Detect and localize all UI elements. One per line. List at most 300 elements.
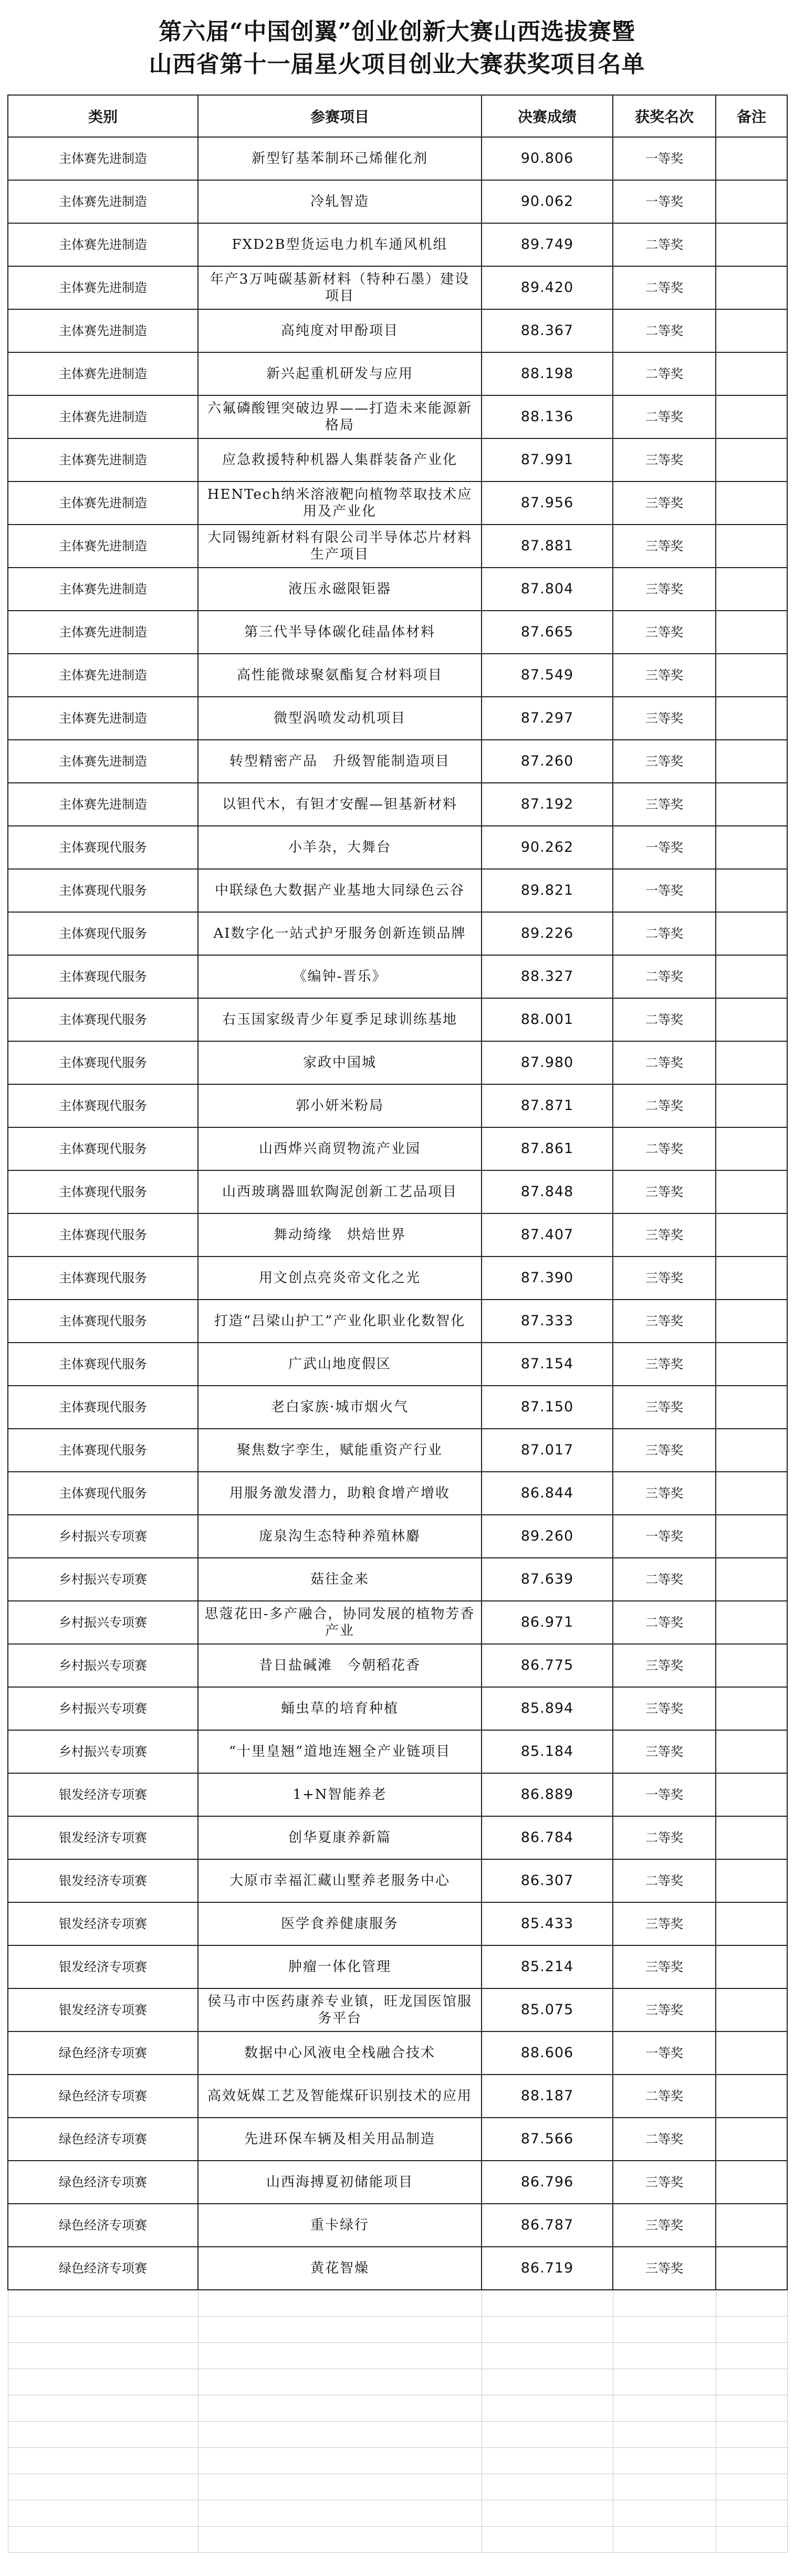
- project-cell: 应急救援特种机器人集群装备产业化: [198, 438, 482, 481]
- category-cell: 主体赛现代服务: [8, 912, 198, 955]
- award-cell: 一等奖: [613, 1515, 716, 1558]
- project-cell: 六氟磷酸锂突破边界——打造未来能源新格局: [198, 395, 482, 438]
- note-cell: [716, 1730, 787, 1773]
- project-cell: 新兴起重机研发与应用: [198, 352, 482, 395]
- award-cell: 一等奖: [613, 826, 716, 869]
- category-cell: 银发经济专项赛: [8, 1816, 198, 1859]
- blank-cell: [482, 2447, 613, 2474]
- project-cell: 肿瘤一体化管理: [198, 1945, 482, 1988]
- award-cell: 一等奖: [613, 180, 716, 223]
- score-cell: 87.260: [482, 740, 613, 783]
- project-cell: 微型涡喷发动机项目: [198, 697, 482, 740]
- score-cell: 86.844: [482, 1472, 613, 1515]
- note-cell: [716, 223, 787, 266]
- score-cell: 90.062: [482, 180, 613, 223]
- blank-cell: [613, 2447, 716, 2474]
- project-cell: 数据中心风液电全栈融合技术: [198, 2032, 482, 2075]
- note-cell: [716, 266, 787, 309]
- note-cell: [716, 2032, 787, 2075]
- category-cell: 主体赛现代服务: [8, 1213, 198, 1256]
- award-cell: 一等奖: [613, 137, 716, 180]
- project-cell: 年产3万吨碳基新材料（特种石墨）建设项目: [198, 266, 482, 309]
- table-row: [8, 2204, 787, 2247]
- blank-cell: [716, 2342, 787, 2369]
- note-cell: [716, 2247, 787, 2290]
- blank-cell: [482, 2421, 613, 2447]
- score-cell: 87.956: [482, 481, 613, 525]
- note-cell: [716, 1386, 787, 1429]
- table-row: [8, 395, 787, 438]
- category-cell: 乡村振兴专项赛: [8, 1558, 198, 1601]
- award-cell: 三等奖: [613, 783, 716, 826]
- blank-cell: [8, 2316, 198, 2342]
- project-cell: 山西烨兴商贸物流产业园: [198, 1127, 482, 1170]
- note-cell: [716, 2118, 787, 2161]
- project-cell: 冷轧智造: [198, 180, 482, 223]
- category-cell: 主体赛先进制造: [8, 223, 198, 266]
- table-row: [8, 1730, 787, 1773]
- award-cell: 三等奖: [613, 1386, 716, 1429]
- award-cell: 二等奖: [613, 1601, 716, 1644]
- score-cell: 90.806: [482, 137, 613, 180]
- table-row: [8, 309, 787, 352]
- table-row: [8, 438, 787, 481]
- blank-row: [8, 2526, 787, 2552]
- project-cell: 小羊杂，大舞台: [198, 826, 482, 869]
- category-cell: 主体赛现代服务: [8, 1127, 198, 1170]
- score-cell: 90.262: [482, 826, 613, 869]
- category-cell: 主体赛现代服务: [8, 826, 198, 869]
- table-row: [8, 1859, 787, 1902]
- category-cell: 主体赛先进制造: [8, 395, 198, 438]
- table-row: [8, 1429, 787, 1472]
- table-row: [8, 266, 787, 309]
- table-row: [8, 1170, 787, 1213]
- table-row: [8, 740, 787, 783]
- note-cell: [716, 1859, 787, 1902]
- blank-row: [8, 2474, 787, 2500]
- category-cell: 主体赛现代服务: [8, 998, 198, 1041]
- category-cell: 银发经济专项赛: [8, 1945, 198, 1988]
- category-cell: 主体赛先进制造: [8, 137, 198, 180]
- award-cell: 三等奖: [613, 1902, 716, 1945]
- blank-cell: [613, 2500, 716, 2526]
- blank-cell: [613, 2395, 716, 2421]
- project-cell: 右玉国家级青少年夏季足球训练基地: [198, 998, 482, 1041]
- table-row: [8, 1988, 787, 2032]
- table-row: [8, 352, 787, 395]
- score-cell: 87.150: [482, 1386, 613, 1429]
- award-cell: 二等奖: [613, 395, 716, 438]
- note-cell: [716, 1902, 787, 1945]
- table-row: [8, 654, 787, 697]
- award-cell: 一等奖: [613, 2032, 716, 2075]
- category-cell: 主体赛先进制造: [8, 611, 198, 654]
- project-cell: 打造“吕梁山护工”产业化职业化数智化: [198, 1300, 482, 1343]
- table-row: [8, 137, 787, 180]
- award-cell: 二等奖: [613, 998, 716, 1041]
- project-cell: 高效妩媒工艺及智能煤矸识别技术的应用: [198, 2075, 482, 2118]
- score-cell: 88.136: [482, 395, 613, 438]
- project-cell: 大同锡纯新材料有限公司半导体芯片材料生产项目: [198, 525, 482, 568]
- score-cell: 86.971: [482, 1601, 613, 1644]
- header-score: 决赛成绩: [482, 95, 613, 137]
- category-cell: 主体赛现代服务: [8, 1300, 198, 1343]
- category-cell: 绿色经济专项赛: [8, 2118, 198, 2161]
- blank-cell: [198, 2447, 482, 2474]
- award-cell: 三等奖: [613, 1213, 716, 1256]
- table-row: [8, 481, 787, 525]
- blank-cell: [8, 2526, 198, 2552]
- score-cell: 87.848: [482, 1170, 613, 1213]
- blank-cell: [716, 2474, 787, 2500]
- score-cell: 86.889: [482, 1773, 613, 1816]
- project-cell: 用服务激发潜力，助粮食增产增收: [198, 1472, 482, 1515]
- blank-row: [8, 2421, 787, 2447]
- table-row: [8, 2161, 787, 2204]
- project-cell: 中联绿色大数据产业基地大同绿色云谷: [198, 869, 482, 912]
- table-row: [8, 1515, 787, 1558]
- score-cell: 86.787: [482, 2204, 613, 2247]
- table-row: [8, 1343, 787, 1386]
- award-cell: 三等奖: [613, 740, 716, 783]
- score-cell: 88.327: [482, 955, 613, 998]
- award-cell: 三等奖: [613, 2161, 716, 2204]
- award-cell: 二等奖: [613, 955, 716, 998]
- table-row: [8, 1816, 787, 1859]
- blank-cell: [716, 2290, 787, 2316]
- score-cell: 86.775: [482, 1644, 613, 1687]
- award-cell: 二等奖: [613, 266, 716, 309]
- award-cell: 二等奖: [613, 912, 716, 955]
- award-cell: 二等奖: [613, 1816, 716, 1859]
- project-cell: 思蔻花田-多产融合，协同发展的植物芳香产业: [198, 1601, 482, 1644]
- table-row: [8, 826, 787, 869]
- blank-cell: [198, 2342, 482, 2369]
- category-cell: 主体赛先进制造: [8, 740, 198, 783]
- note-cell: [716, 352, 787, 395]
- project-cell: 家政中国城: [198, 1041, 482, 1084]
- note-cell: [716, 1127, 787, 1170]
- category-cell: 主体赛现代服务: [8, 1041, 198, 1084]
- blank-row: [8, 2500, 787, 2526]
- award-cell: 二等奖: [613, 2118, 716, 2161]
- table-row: [8, 1902, 787, 1945]
- category-cell: 乡村振兴专项赛: [8, 1644, 198, 1687]
- blank-cell: [716, 2500, 787, 2526]
- category-cell: 主体赛现代服务: [8, 1343, 198, 1386]
- note-cell: [716, 1041, 787, 1084]
- table-row: [8, 2075, 787, 2118]
- project-cell: 第三代半导体碳化硅晶体材料: [198, 611, 482, 654]
- award-cell: 三等奖: [613, 525, 716, 568]
- category-cell: 银发经济专项赛: [8, 1902, 198, 1945]
- score-cell: 89.226: [482, 912, 613, 955]
- project-cell: 老白家族·城市烟火气: [198, 1386, 482, 1429]
- award-cell: 二等奖: [613, 1859, 716, 1902]
- project-cell: 1+N智能养老: [198, 1773, 482, 1816]
- blank-cell: [716, 2421, 787, 2447]
- project-cell: 山西玻璃器皿软陶泥创新工艺品项目: [198, 1170, 482, 1213]
- score-cell: 85.894: [482, 1687, 613, 1730]
- table-body: [8, 137, 787, 2290]
- blank-cell: [198, 2500, 482, 2526]
- note-cell: [716, 697, 787, 740]
- award-cell: 三等奖: [613, 481, 716, 525]
- category-cell: 主体赛先进制造: [8, 783, 198, 826]
- blank-cell: [613, 2526, 716, 2552]
- note-cell: [716, 1213, 787, 1256]
- blank-cell: [8, 2474, 198, 2500]
- note-cell: [716, 912, 787, 955]
- award-cell: 三等奖: [613, 1300, 716, 1343]
- score-cell: 88.187: [482, 2075, 613, 2118]
- project-cell: 庞泉沟生态特种养殖林麝: [198, 1515, 482, 1558]
- score-cell: 87.154: [482, 1343, 613, 1386]
- project-cell: 郭小妍米粉局: [198, 1084, 482, 1127]
- project-cell: 液压永磁限钜器: [198, 568, 482, 611]
- award-cell: 二等奖: [613, 1041, 716, 1084]
- score-cell: 87.665: [482, 611, 613, 654]
- score-cell: 88.198: [482, 352, 613, 395]
- category-cell: 主体赛现代服务: [8, 955, 198, 998]
- blank-cell: [482, 2395, 613, 2421]
- score-cell: 87.804: [482, 568, 613, 611]
- table-row: [8, 783, 787, 826]
- note-cell: [716, 1472, 787, 1515]
- category-cell: 主体赛先进制造: [8, 180, 198, 223]
- score-cell: 87.549: [482, 654, 613, 697]
- category-cell: 乡村振兴专项赛: [8, 1687, 198, 1730]
- project-cell: 广武山地度假区: [198, 1343, 482, 1386]
- table-row: [8, 1256, 787, 1300]
- project-cell: 菇往金来: [198, 1558, 482, 1601]
- table-row: [8, 1945, 787, 1988]
- awards-table-container: [7, 95, 787, 2553]
- category-cell: 主体赛现代服务: [8, 1386, 198, 1429]
- project-cell: 山西海搏夏初储能项目: [198, 2161, 482, 2204]
- note-cell: [716, 438, 787, 481]
- blank-cell: [8, 2395, 198, 2421]
- note-cell: [716, 783, 787, 826]
- score-cell: 89.749: [482, 223, 613, 266]
- award-cell: 三等奖: [613, 697, 716, 740]
- category-cell: 绿色经济专项赛: [8, 2247, 198, 2290]
- note-cell: [716, 654, 787, 697]
- note-cell: [716, 2204, 787, 2247]
- blank-cell: [482, 2342, 613, 2369]
- blank-cell: [482, 2500, 613, 2526]
- table-row: [8, 611, 787, 654]
- category-cell: 主体赛现代服务: [8, 1472, 198, 1515]
- empty-rows: [8, 2290, 787, 2552]
- blank-cell: [8, 2500, 198, 2526]
- project-cell: 高性能微球聚氨酯复合材料项目: [198, 654, 482, 697]
- note-cell: [716, 955, 787, 998]
- blank-row: [8, 2369, 787, 2395]
- table-row: [8, 1644, 787, 1687]
- table-row: [8, 1773, 787, 1816]
- blank-cell: [482, 2316, 613, 2342]
- award-cell: 三等奖: [613, 1945, 716, 1988]
- award-cell: 一等奖: [613, 869, 716, 912]
- note-cell: [716, 1343, 787, 1386]
- project-cell: 昔日盐碱滩 今朝稻花香: [198, 1644, 482, 1687]
- project-cell: 黄花智燥: [198, 2247, 482, 2290]
- score-cell: 87.566: [482, 2118, 613, 2161]
- blank-cell: [482, 2290, 613, 2316]
- blank-cell: [8, 2342, 198, 2369]
- table-row: [8, 955, 787, 998]
- blank-cell: [716, 2526, 787, 2552]
- award-cell: 一等奖: [613, 1773, 716, 1816]
- score-cell: 85.214: [482, 1945, 613, 1988]
- note-cell: [716, 869, 787, 912]
- category-cell: 绿色经济专项赛: [8, 2204, 198, 2247]
- table-row: [8, 180, 787, 223]
- blank-cell: [613, 2342, 716, 2369]
- blank-row: [8, 2447, 787, 2474]
- category-cell: 主体赛先进制造: [8, 309, 198, 352]
- category-cell: 乡村振兴专项赛: [8, 1730, 198, 1773]
- table-row: [8, 525, 787, 568]
- project-cell: 新型钌基苯制环己烯催化剂: [198, 137, 482, 180]
- score-cell: 87.017: [482, 1429, 613, 1472]
- blank-cell: [198, 2290, 482, 2316]
- note-cell: [716, 1558, 787, 1601]
- project-cell: 用文创点亮炎帝文化之光: [198, 1256, 482, 1300]
- project-cell: 重卡绿行: [198, 2204, 482, 2247]
- category-cell: 主体赛先进制造: [8, 481, 198, 525]
- note-cell: [716, 525, 787, 568]
- score-cell: 89.420: [482, 266, 613, 309]
- blank-cell: [8, 2369, 198, 2395]
- note-cell: [716, 740, 787, 783]
- award-cell: 三等奖: [613, 568, 716, 611]
- blank-cell: [198, 2316, 482, 2342]
- note-cell: [716, 611, 787, 654]
- category-cell: 乡村振兴专项赛: [8, 1515, 198, 1558]
- table-row: [8, 1213, 787, 1256]
- score-cell: 86.719: [482, 2247, 613, 2290]
- blank-cell: [716, 2447, 787, 2474]
- note-cell: [716, 1816, 787, 1859]
- score-cell: 87.980: [482, 1041, 613, 1084]
- award-cell: 三等奖: [613, 2247, 716, 2290]
- header-category: 类别: [8, 95, 198, 137]
- score-cell: 87.192: [482, 783, 613, 826]
- category-cell: 主体赛先进制造: [8, 697, 198, 740]
- score-cell: 85.433: [482, 1902, 613, 1945]
- note-cell: [716, 395, 787, 438]
- project-cell: 先进环保车辆及相关用品制造: [198, 2118, 482, 2161]
- document-title: [0, 16, 794, 81]
- note-cell: [716, 1687, 787, 1730]
- project-cell: 大原市幸福汇藏山墅养老服务中心: [198, 1859, 482, 1902]
- note-cell: [716, 309, 787, 352]
- category-cell: 主体赛现代服务: [8, 1084, 198, 1127]
- blank-row: [8, 2290, 787, 2316]
- note-cell: [716, 826, 787, 869]
- blank-cell: [198, 2421, 482, 2447]
- table-row: [8, 697, 787, 740]
- category-cell: 主体赛现代服务: [8, 869, 198, 912]
- table-row: [8, 568, 787, 611]
- score-cell: 87.297: [482, 697, 613, 740]
- score-cell: 87.407: [482, 1213, 613, 1256]
- score-cell: 87.333: [482, 1300, 613, 1343]
- award-cell: 三等奖: [613, 1170, 716, 1213]
- blank-cell: [613, 2316, 716, 2342]
- score-cell: 85.184: [482, 1730, 613, 1773]
- project-cell: 医学食养健康服务: [198, 1902, 482, 1945]
- category-cell: 绿色经济专项赛: [8, 2075, 198, 2118]
- score-cell: 86.307: [482, 1859, 613, 1902]
- award-cell: 二等奖: [613, 309, 716, 352]
- score-cell: 87.881: [482, 525, 613, 568]
- blank-cell: [716, 2316, 787, 2342]
- award-cell: 三等奖: [613, 1472, 716, 1515]
- note-cell: [716, 1515, 787, 1558]
- category-cell: 绿色经济专项赛: [8, 2161, 198, 2204]
- blank-cell: [198, 2369, 482, 2395]
- blank-cell: [8, 2290, 198, 2316]
- project-cell: AI数字化一站式护牙服务创新连锁品牌: [198, 912, 482, 955]
- score-cell: 88.367: [482, 309, 613, 352]
- category-cell: 银发经济专项赛: [8, 1988, 198, 2032]
- category-cell: 银发经济专项赛: [8, 1773, 198, 1816]
- category-cell: 绿色经济专项赛: [8, 2032, 198, 2075]
- note-cell: [716, 2075, 787, 2118]
- blank-cell: [716, 2395, 787, 2421]
- table-row: [8, 912, 787, 955]
- header-project: 参赛项目: [198, 95, 482, 137]
- award-cell: 三等奖: [613, 1256, 716, 1300]
- note-cell: [716, 1945, 787, 1988]
- score-cell: 86.784: [482, 1816, 613, 1859]
- note-cell: [716, 481, 787, 525]
- score-cell: 89.821: [482, 869, 613, 912]
- project-cell: 侯马市中医药康养专业镇，旺龙国医馆服务平台: [198, 1988, 482, 2032]
- blank-cell: [613, 2369, 716, 2395]
- note-cell: [716, 1988, 787, 2032]
- blank-cell: [613, 2474, 716, 2500]
- note-cell: [716, 1429, 787, 1472]
- note-cell: [716, 1170, 787, 1213]
- table-row: [8, 1558, 787, 1601]
- project-cell: HENTech纳米溶液靶向植物萃取技术应用及产业化: [198, 481, 482, 525]
- project-cell: 《编钟-晋乐》: [198, 955, 482, 998]
- table-row: [8, 1687, 787, 1730]
- table-row: [8, 2118, 787, 2161]
- blank-cell: [198, 2395, 482, 2421]
- award-cell: 二等奖: [613, 1127, 716, 1170]
- award-cell: 三等奖: [613, 1343, 716, 1386]
- category-cell: 主体赛先进制造: [8, 352, 198, 395]
- award-cell: 三等奖: [613, 1687, 716, 1730]
- project-cell: 舞动绮缘 烘焙世界: [198, 1213, 482, 1256]
- award-cell: 二等奖: [613, 1084, 716, 1127]
- note-cell: [716, 1084, 787, 1127]
- table-row: [8, 1472, 787, 1515]
- score-cell: 88.606: [482, 2032, 613, 2075]
- table-row: [8, 1084, 787, 1127]
- blank-cell: [482, 2474, 613, 2500]
- score-cell: 87.639: [482, 1558, 613, 1601]
- note-cell: [716, 1644, 787, 1687]
- header-award: 获奖名次: [613, 95, 716, 137]
- table-row: [8, 223, 787, 266]
